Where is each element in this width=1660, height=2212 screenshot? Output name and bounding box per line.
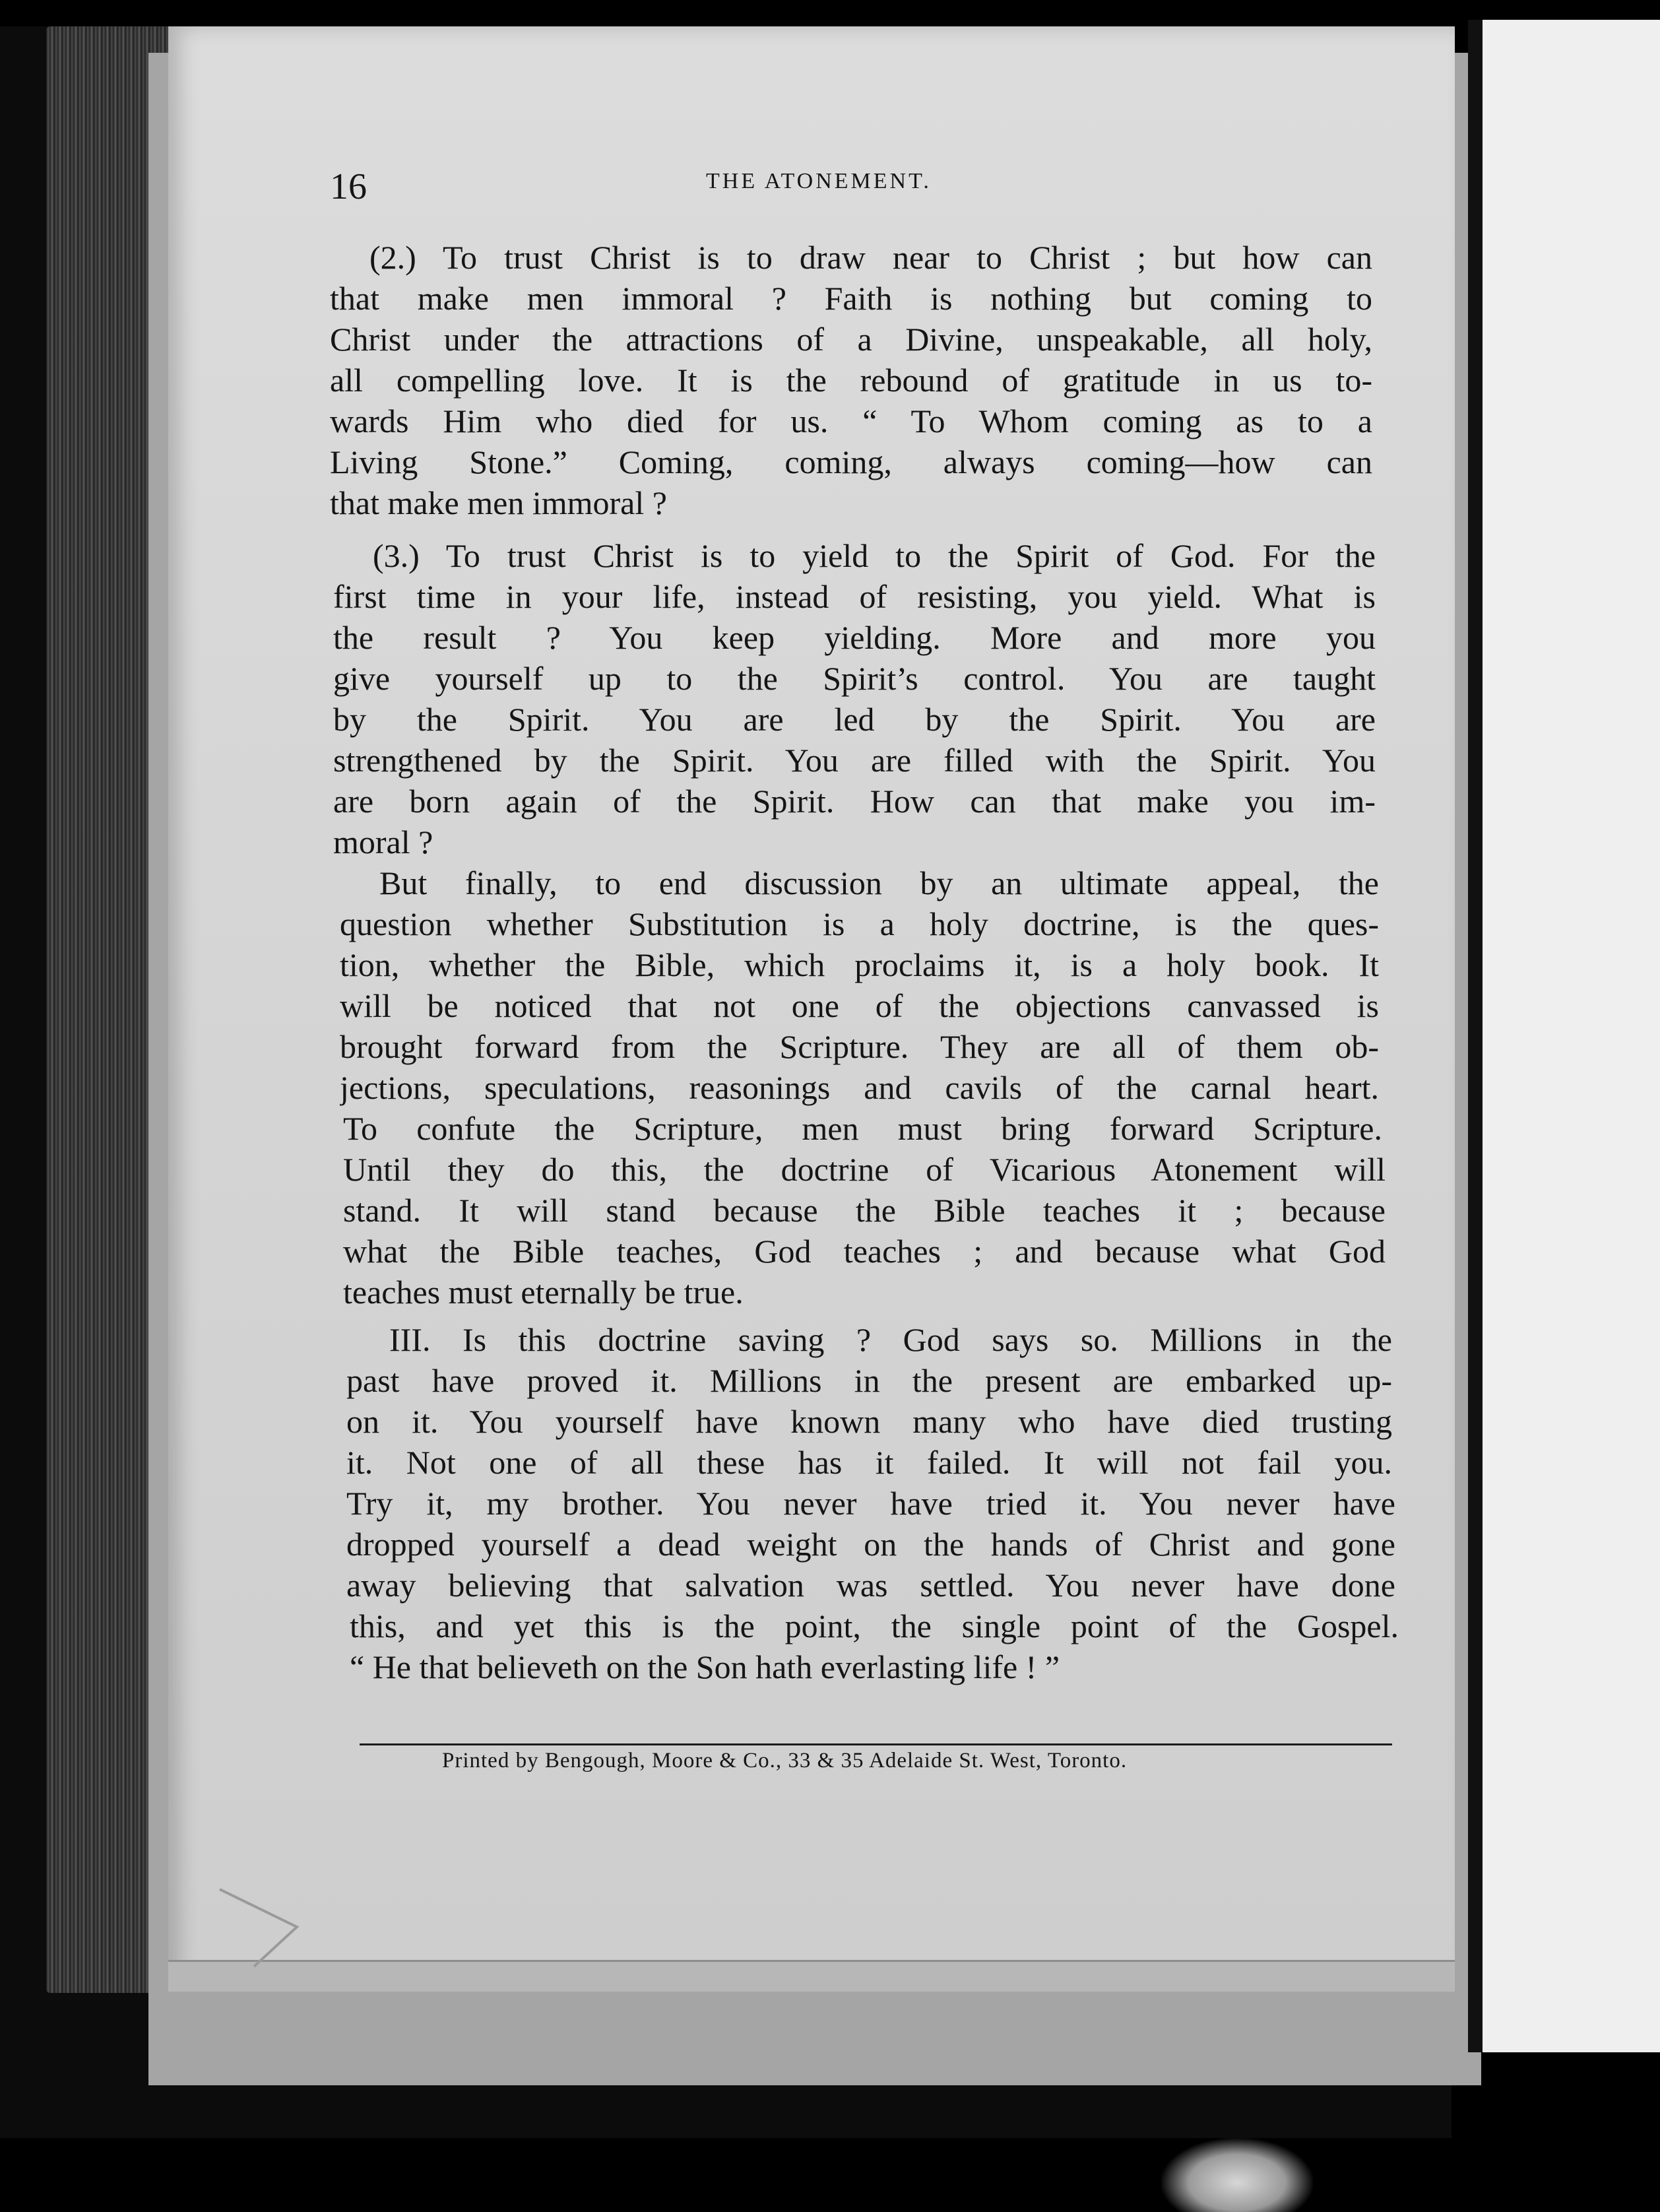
footer-rule	[360, 1743, 1392, 1745]
facing-page-edge	[1468, 20, 1660, 2052]
text-line: on it. You yourself have known many who have died trusting	[346, 1405, 1392, 1440]
text-line: away believing that salvation was settled. You never have done	[346, 1569, 1395, 1604]
text-line: moral ?	[333, 826, 433, 861]
text-line: Try it, my brother. You never have tried it. You never have	[346, 1487, 1395, 1522]
printer-imprint: Printed by Bengough, Moore & Co., 33 & 35 Adelaide St. West, Toronto.	[442, 1749, 1128, 1773]
text-line: But finally, to end discussion by an ultimate appeal, the	[379, 866, 1379, 901]
text-line: this, and yet this is the point, the single point of the Gospel.	[350, 1610, 1399, 1644]
text-line: teaches must eternally be true.	[343, 1276, 744, 1311]
text-line: question whether Substitution is a holy doctrine, is the ques-	[340, 907, 1379, 942]
text-line: wards Him who died for us. “ To Whom coming as to a	[330, 405, 1372, 439]
text-line: all compelling love. It is the rebound of gratitude in us to-	[330, 364, 1372, 399]
text-line: (2.) To trust Christ is to draw near to Christ ; but how can	[369, 241, 1372, 276]
text-line: past have proved it. Millions in the present are embarked up-	[346, 1364, 1392, 1399]
text-line: Christ under the attractions of a Divine, unspeakable, all holy,	[330, 323, 1372, 358]
text-line: give yourself up to the Spirit’s control. You are taught	[333, 662, 1376, 697]
text-line: III. Is this doctrine saving ? God says so. Millions in the	[389, 1323, 1392, 1358]
text-line: To confute the Scripture, men must bring forward Scripture.	[343, 1112, 1382, 1147]
text-line: brought forward from the Scripture. They are all of them ob-	[340, 1030, 1379, 1065]
text-line: that make men immoral ? Faith is nothing but coming to	[330, 282, 1372, 317]
text-line: stand. It will stand because the Bible teaches it ; because	[343, 1194, 1386, 1229]
text-line: Living Stone.” Coming, coming, always coming—how can	[330, 445, 1372, 480]
paper-damage-blotch	[1161, 2138, 1313, 2212]
text-line: tion, whether the Bible, which proclaims it, is a holy book. It	[340, 948, 1379, 983]
text-line: will be noticed that not one of the objections canvassed is	[340, 989, 1379, 1024]
text-line: Until they do this, the doctrine of Vicarious Atonement will	[343, 1153, 1386, 1188]
text-line: first time in your life, instead of resisting, you yield. What is	[333, 580, 1376, 615]
text-line: dropped yourself a dead weight on the hands of Christ and gone	[346, 1528, 1395, 1563]
text-line: jections, speculations, reasonings and cavils of the carnal heart.	[340, 1071, 1379, 1106]
running-head: THE ATONEMENT.	[706, 169, 932, 193]
page-corner-fold-icon	[214, 1884, 307, 1970]
text-line: what the Bible teaches, God teaches ; and because what God	[343, 1235, 1386, 1270]
page-bottom-edge	[168, 1960, 1455, 1992]
text-line: by the Spirit. You are led by the Spirit. You are	[333, 703, 1376, 738]
text-line: strengthened by the Spirit. You are filled with the Spirit. You	[333, 744, 1376, 779]
text-line: the result ? You keep yielding. More and more you	[333, 621, 1376, 656]
page-number: 16	[330, 166, 367, 207]
text-line: “ He that believeth on the Son hath everlasting life ! ”	[350, 1650, 1060, 1685]
text-line: (3.) To trust Christ is to yield to the Spirit of God. For the	[373, 539, 1376, 574]
text-line: are born again of the Spirit. How can that make you im-	[333, 785, 1376, 820]
text-line: that make men immoral ?	[330, 486, 667, 521]
text-line: it. Not one of all these has it failed. It will not fail you.	[346, 1446, 1392, 1481]
